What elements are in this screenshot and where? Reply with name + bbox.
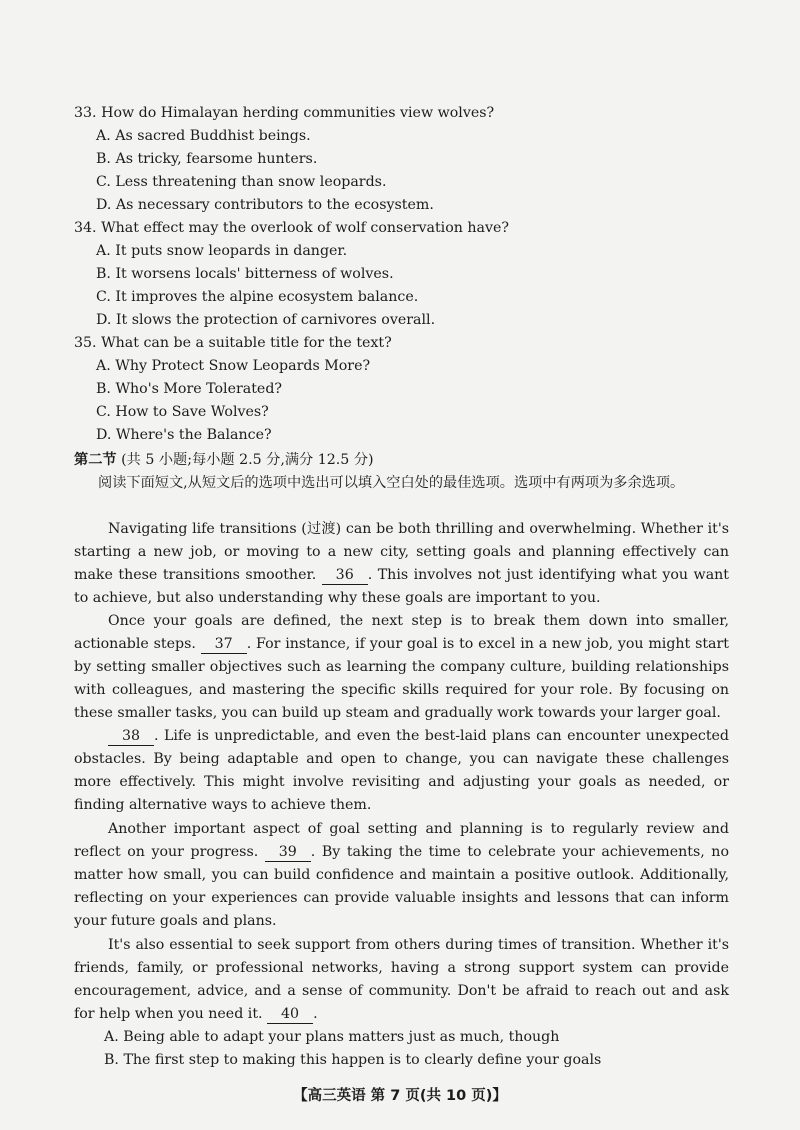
question-34-option-a: A. It puts snow leopards in danger. [96, 243, 348, 259]
question-34-option-d: D. It slows the protection of carnivores overall. [96, 312, 436, 328]
question-33-option-b: B. As tricky, fearsome hunters. [96, 151, 318, 167]
paragraph-2-text-b: . For instance, if your goal is to excel in a new job, you might start by setting smaller objectives such as learning the company culture, building relationships with colleagues, and mastering the specific skills required for your role. By focusing on these smaller tasks, you can build up steam and gradually work towards your larger goal. [74, 636, 729, 722]
answer-option-b: B. The first step to making this happen is to clearly define your goals [104, 1052, 602, 1068]
blank-39: 39 [265, 844, 311, 862]
page-footer: 【高三英语 第 7 页(共 10 页)】 [293, 1088, 507, 1104]
paragraph-5-text-b: . [313, 1006, 318, 1023]
question-35-stem: 35. What can be a suitable title for the text? [74, 335, 392, 351]
answer-option-a: A. Being able to adapt your plans matters just as much, though [104, 1029, 560, 1045]
question-34-option-c: C. It improves the alpine ecosystem balance. [96, 289, 419, 305]
passage-paragraph-4 [74, 818, 729, 933]
question-35-option-c: C. How to Save Wolves? [96, 404, 269, 420]
section-header [74, 449, 374, 469]
paragraph-1-text-b: . This involves not just identifying what you want to achieve, but also understanding why these goals are important to you. [74, 567, 729, 607]
question-33-option-c: C. Less threatening than snow leopards. [96, 174, 387, 190]
paragraph-4-text-a: Another important aspect of goal setting and planning is to regularly review and reflect on your progress. [74, 821, 729, 861]
paragraph-4-text-b: . By taking the time to celebrate your achievements, no matter how small, you can build confidence and maintain a positive outlook. Additionally, reflecting on your experiences can provide valuable insights and lessons that can inform your future goals and plans. [74, 844, 729, 930]
blank-40: 40 [267, 1006, 313, 1024]
paragraph-5-text-a: It's also essential to seek support from others during times of transition. Whether it's friends, family, or professional networks, having a strong support system can provide encouragement, advice, and a sense of community. Don't be afraid to reach out and ask for help when you need it. [74, 937, 729, 1023]
question-35-option-d: D. Where's the Balance? [96, 427, 272, 443]
question-33-option-d: D. As necessary contributors to the ecosystem. [96, 197, 434, 213]
question-34-stem: 34. What effect may the overlook of wolf conservation have? [74, 220, 510, 236]
paragraph-2-text-a: Once your goals are defined, the next step is to break them down into smaller, actionable steps. [74, 613, 729, 653]
question-33-stem: 33. How do Himalayan herding communities view wolves? [74, 105, 495, 121]
passage-paragraph-2 [74, 610, 729, 725]
question-35-option-a: A. Why Protect Snow Leopards More? [96, 358, 371, 374]
question-34-option-b: B. It worsens locals' bitterness of wolves. [96, 266, 394, 282]
blank-37: 37 [201, 636, 247, 654]
paragraph-3-text-b: . Life is unpredictable, and even the best-laid plans can encounter unexpected obstacles. By being adaptable and open to change, you can navigate these challenges more effectively. This might involve revisiting and adjusting your goals as needed, or finding alternative ways to achieve them. [74, 728, 729, 814]
paragraph-1-text-a: Navigating life transitions (过渡) can be both thrilling and overwhelming. Whether it's starting a new job, or moving to a new city, setting goals and planning effectively can make these transitions smoother. [74, 521, 729, 584]
question-35-option-b: B. Who's More Tolerated? [96, 381, 283, 397]
blank-38: 38 [108, 728, 154, 746]
passage-paragraph-5 [74, 934, 729, 1026]
section-title: 第二节 [74, 452, 117, 468]
section-description: (共 5 小题;每小题 2.5 分,满分 12.5 分) [121, 452, 374, 468]
section-instruction: 阅读下面短文,从短文后的选项中选出可以填入空白处的最佳选项。选项中有两项为多余选项。 [98, 475, 685, 491]
passage-paragraph-3 [74, 725, 729, 817]
passage-paragraph-1 [74, 518, 729, 610]
blank-36: 36 [322, 567, 368, 585]
question-33-option-a: A. As sacred Buddhist beings. [96, 128, 311, 144]
